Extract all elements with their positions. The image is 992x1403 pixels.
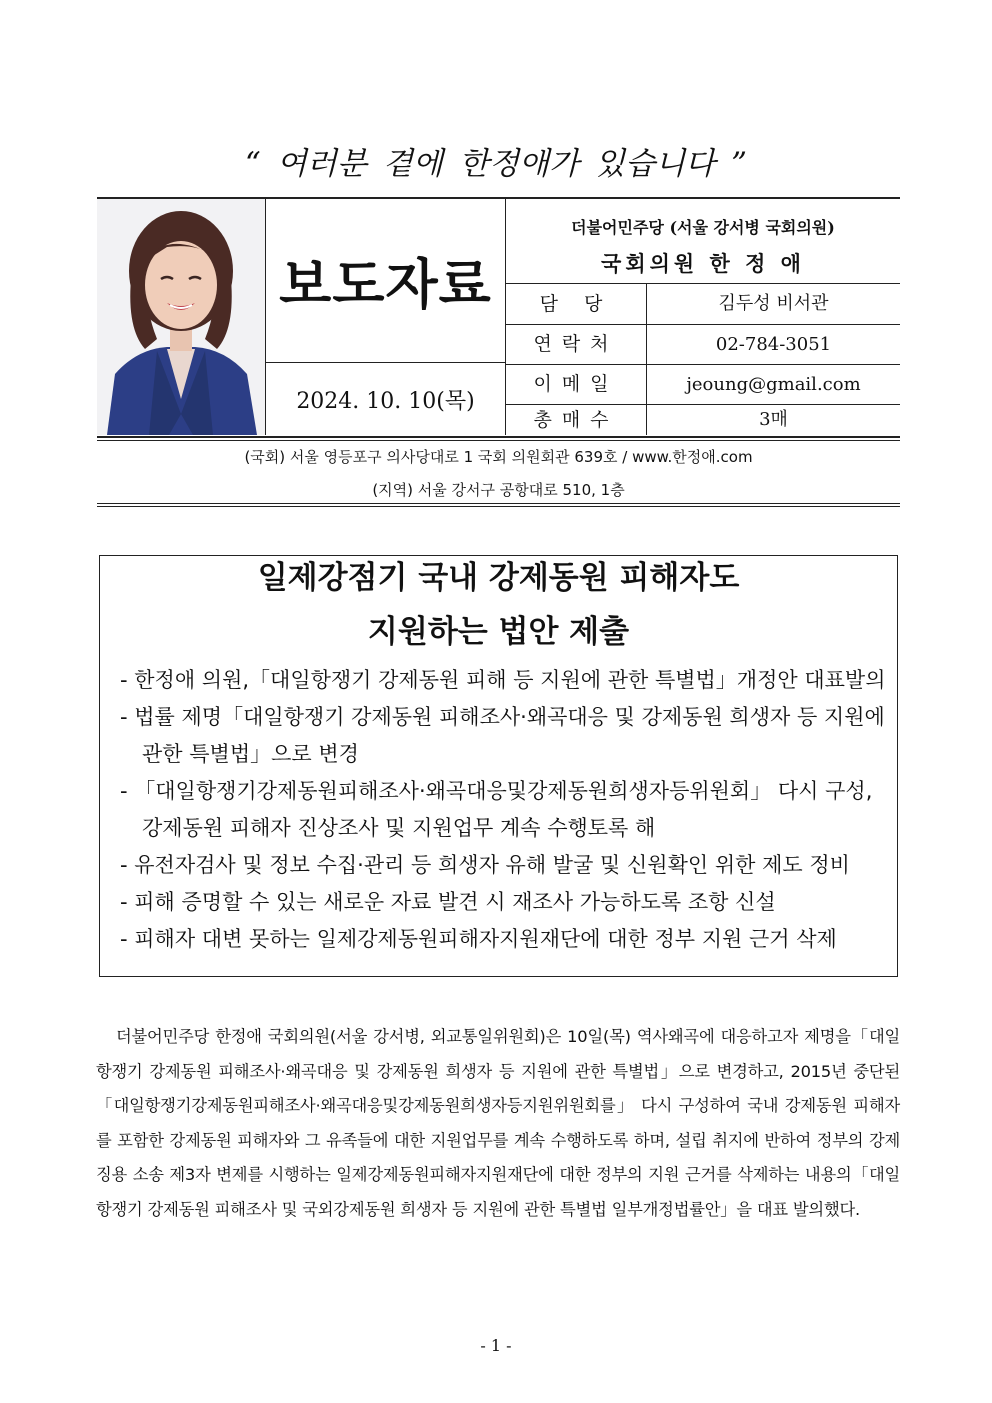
contact-value[interactable]: jeoung@gmail.com: [686, 374, 861, 395]
press-release-title: 보도자료: [266, 199, 506, 363]
summary-box: [99, 555, 898, 977]
slogan: “ 여러분 곁에 한정애가 있습니다 ”: [244, 146, 748, 182]
page-number: - 1 -: [480, 1336, 512, 1355]
summary-bullet: - 피해자 대변 못하는 일제강제동원피해자지원재단에 대한 정부 지원 근거 삭제: [120, 927, 837, 951]
party-line: 더불어민주당 (서울 강서병 국회의원): [571, 218, 835, 237]
summary-bullet: - 유전자검사 및 정보 수집·관리 등 희생자 유해 발굴 및 신원확인 위한 제도 정비: [120, 853, 850, 877]
divider: [97, 503, 900, 504]
divider: [97, 506, 900, 507]
contact-row-phone: [506, 325, 900, 365]
contact-value: 02-784-3051: [715, 334, 832, 355]
press-header: [97, 197, 900, 437]
contact-row-manager: [506, 284, 900, 325]
summary-bullets: [100, 662, 897, 958]
body-paragraph: 더불어민주당 한정애 국회의원(서울 강서병, 외교통일위원회)은 10일(목) 역사왜곡에 대응하고자 제명을「대일항쟁기 강제동원 피해조사·왜곡대응 및 강제동원 희생자 등 지원에 관한 특별법」으로 변경하고, 2015년 중단된「대일항쟁기강제동원피해조사·왜곡대응및강제동원희생자등지원위원회를」 다시 구성하여 국내 강제동원 피해자를 포함한 강제동원 피해자와 그 유족들에 대한 지원업무를 계속 수행하도록 하며, 설립 취지에 반하여 정부의 강제징용 소송 제3자 변제를 시행하는 일제강제동원피해자지원재단에 대한 정부의 지원 근거를 삭제하는 내용의「대일항쟁기 강제동원 피해조사 및 국외강제동원 희생자 등 지원에 관한 특별법 일부개정법률안」을 대표 발의했다.: [96, 1027, 900, 1219]
release-date: 2024. 10. 10(목): [266, 363, 506, 435]
member-line: 국회의원 한 정 애: [601, 251, 805, 276]
contact-value: 3매: [759, 409, 788, 430]
contact-value: 김두성 비서관: [718, 293, 829, 314]
contact-row-email: [506, 365, 900, 405]
summary-bullet: - 피해 증명할 수 있는 새로운 자료 발견 시 재조사 가능하도록 조항 신설: [120, 890, 776, 914]
divider: [97, 440, 900, 441]
contact-key: 총매수: [506, 405, 647, 435]
address-local: (지역) 서울 강서구 공항대로 510, 1층: [372, 481, 625, 499]
address-national: (국회) 서울 영등포구 의사당대로 1 국회 의원회관 639호 / www.한정애.com: [244, 448, 753, 466]
contact-key: 담 당: [506, 284, 647, 324]
member-portrait: [97, 199, 266, 435]
portrait-image: [97, 199, 265, 435]
headline-line2: 지원하는 법안 제출: [367, 614, 630, 650]
contact-key: 연락처: [506, 325, 647, 364]
contact-row-pages: [506, 405, 900, 435]
contact-key: 이메일: [506, 365, 647, 404]
headline-line1: 일제강점기 국내 강제동원 피해자도: [257, 560, 740, 596]
party-info: [506, 199, 900, 284]
summary-bullet: - 「대일항쟁기강제동원피해조사·왜곡대응및강제동원희생자등위원회」 다시 구성, 강제동원 피해자 진상조사 및 지원업무 계속 수행토록 해: [120, 779, 873, 840]
summary-bullet: - 한정애 의원,「대일항쟁기 강제동원 피해 등 지원에 관한 특별법」개정안 대표발의: [120, 668, 886, 692]
summary-bullet: - 법률 제명「대일항쟁기 강제동원 피해조사·왜곡대응 및 강제동원 희생자 등 지원에 관한 특별법」으로 변경: [120, 705, 885, 766]
